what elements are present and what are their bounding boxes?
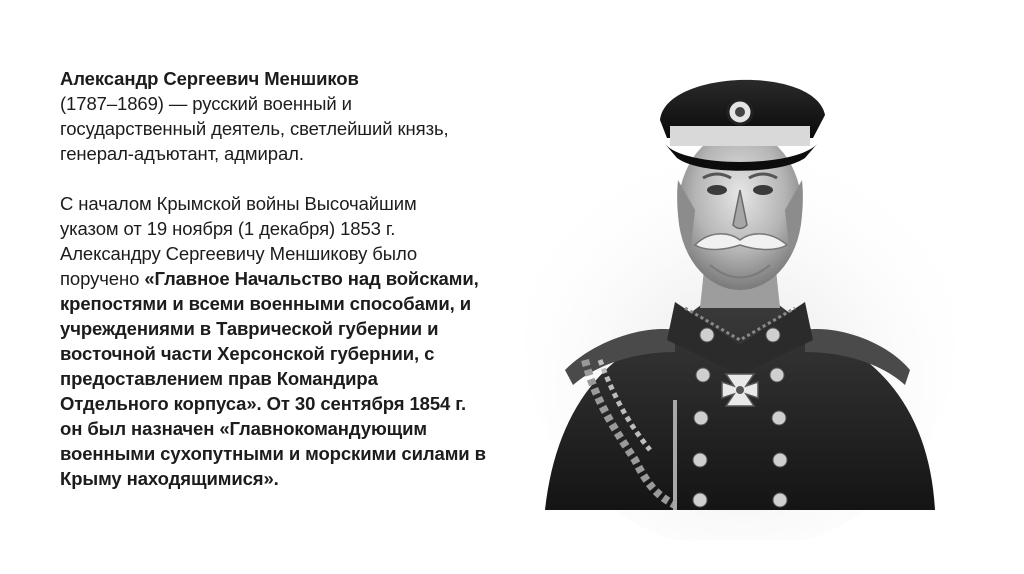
intro-line: генерал-адъютант, адмирал.: [60, 143, 304, 164]
body-bold-line: Отдельного корпуса». От 30 сентября 1854 г.: [60, 393, 467, 414]
body-bold-line: он был назначен «Главнокомандующим: [60, 418, 428, 439]
body-bold-line: Крыму находящимися».: [60, 468, 279, 489]
engraved-portrait-of-officer-icon: [525, 40, 955, 540]
body-bold-line: предоставлением прав Командира: [60, 368, 378, 389]
body-line-mixed: [60, 266, 510, 291]
intro-line: (1787–1869) — русский военный и: [60, 93, 352, 114]
intro-line: государственный деятель, светлейший князь,: [60, 118, 449, 139]
body-line-plain-part: поручено: [60, 268, 145, 289]
person-name: Александр Сергеевич Меншиков: [60, 68, 359, 89]
portrait-image: [525, 40, 955, 540]
body-line: С началом Крымской войны Высочайшим: [60, 193, 417, 214]
body-line: Александру Сергеевичу Меншикову было: [60, 243, 418, 264]
body-bold-line: восточной части Херсонской губернии, с: [60, 343, 435, 364]
paragraph-gap: [60, 166, 510, 191]
body-line: указом от 19 ноября (1 декабря) 1853 г.: [60, 218, 396, 239]
body-bold-line: крепостями и всеми военными способами, и: [60, 293, 471, 314]
biography-text: [60, 66, 510, 491]
body-bold-line: учреждениями в Таврической губернии и: [60, 318, 439, 339]
body-line-bold-part: «Главное Начальство над войсками,: [144, 268, 479, 289]
body-bold-line: военными сухопутными и морскими силами в: [60, 443, 486, 464]
